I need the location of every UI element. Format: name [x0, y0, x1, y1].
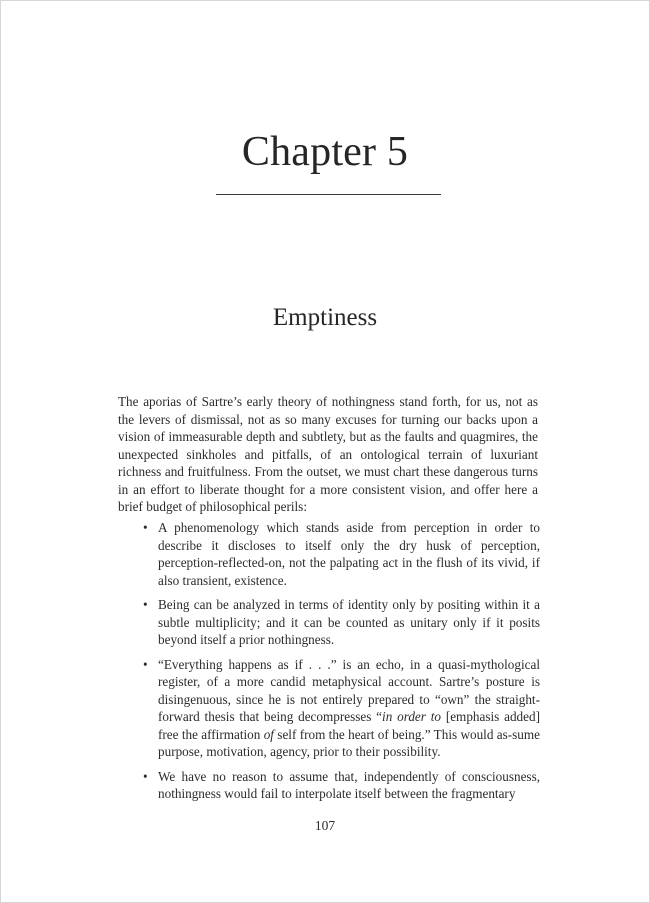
- list-item: [118, 768, 540, 803]
- list-item: [118, 656, 540, 761]
- text-segment: “Everything happens as if . . .” is an echo, in a quasi-mythological register, of a more candid metaphysical account. Sartre’s posture is disingenuous, since he is not entirely prepared to “own” the straight-forward thesis that being decompresses “: [158, 656, 540, 724]
- italic-emphasis: of: [263, 726, 274, 742]
- list-item-text: We have no reason to assume that, independently of consciousness, nothingness would fail to interpolate itself between the fragmentary: [158, 768, 540, 801]
- bullet-marker: •: [143, 656, 148, 672]
- list-item: [118, 596, 540, 649]
- italic-emphasis: in order to: [382, 709, 441, 724]
- bullet-marker: •: [143, 597, 148, 612]
- perils-list: [118, 519, 540, 810]
- list-item-text: A phenomenology which stands aside from perception in order to describe it discloses to itself only the dry husk of perception, perception-reflected-on, not the palpating act in the flush of its vivid, if also transient, existence.: [158, 520, 540, 588]
- chapter-divider-rule: [216, 194, 441, 195]
- bullet-marker: •: [143, 768, 148, 784]
- intro-paragraph: The aporias of Sartre’s early theory of nothingness stand forth, for us, not as the levers of dismissal, not as so many excuses for turning our backs upon a vision of immeasurable depth and subtlety, but as the faults and quagmires, the unexpected sinkholes and pitfalls, of an ontological terrain of luxuriant richness and fruitfulness. From the outset, we must chart these dangerous turns in an effort to liberate thought for a more consistent vision, and offer here a brief budget of philosophical perils:: [118, 394, 538, 514]
- list-item: [118, 519, 540, 589]
- text-segment: self from the heart of being.” This would as-sume purpose, motivation, agency, prior to their possibility.: [158, 726, 540, 759]
- list-item-text: [158, 657, 540, 760]
- text-segment: [emphasis added] free the affirmation: [158, 709, 540, 742]
- chapter-label: Chapter 5: [241, 129, 409, 175]
- chapter-title: Emptiness: [272, 304, 378, 331]
- list-item-text: Being can be analyzed in terms of identity only by positing within it a subtle multiplicity; and it can be counted as unitary only if it posits beyond itself a prior nothingness.: [158, 597, 540, 647]
- page-number: 107: [314, 818, 336, 833]
- bullet-marker: •: [143, 520, 148, 535]
